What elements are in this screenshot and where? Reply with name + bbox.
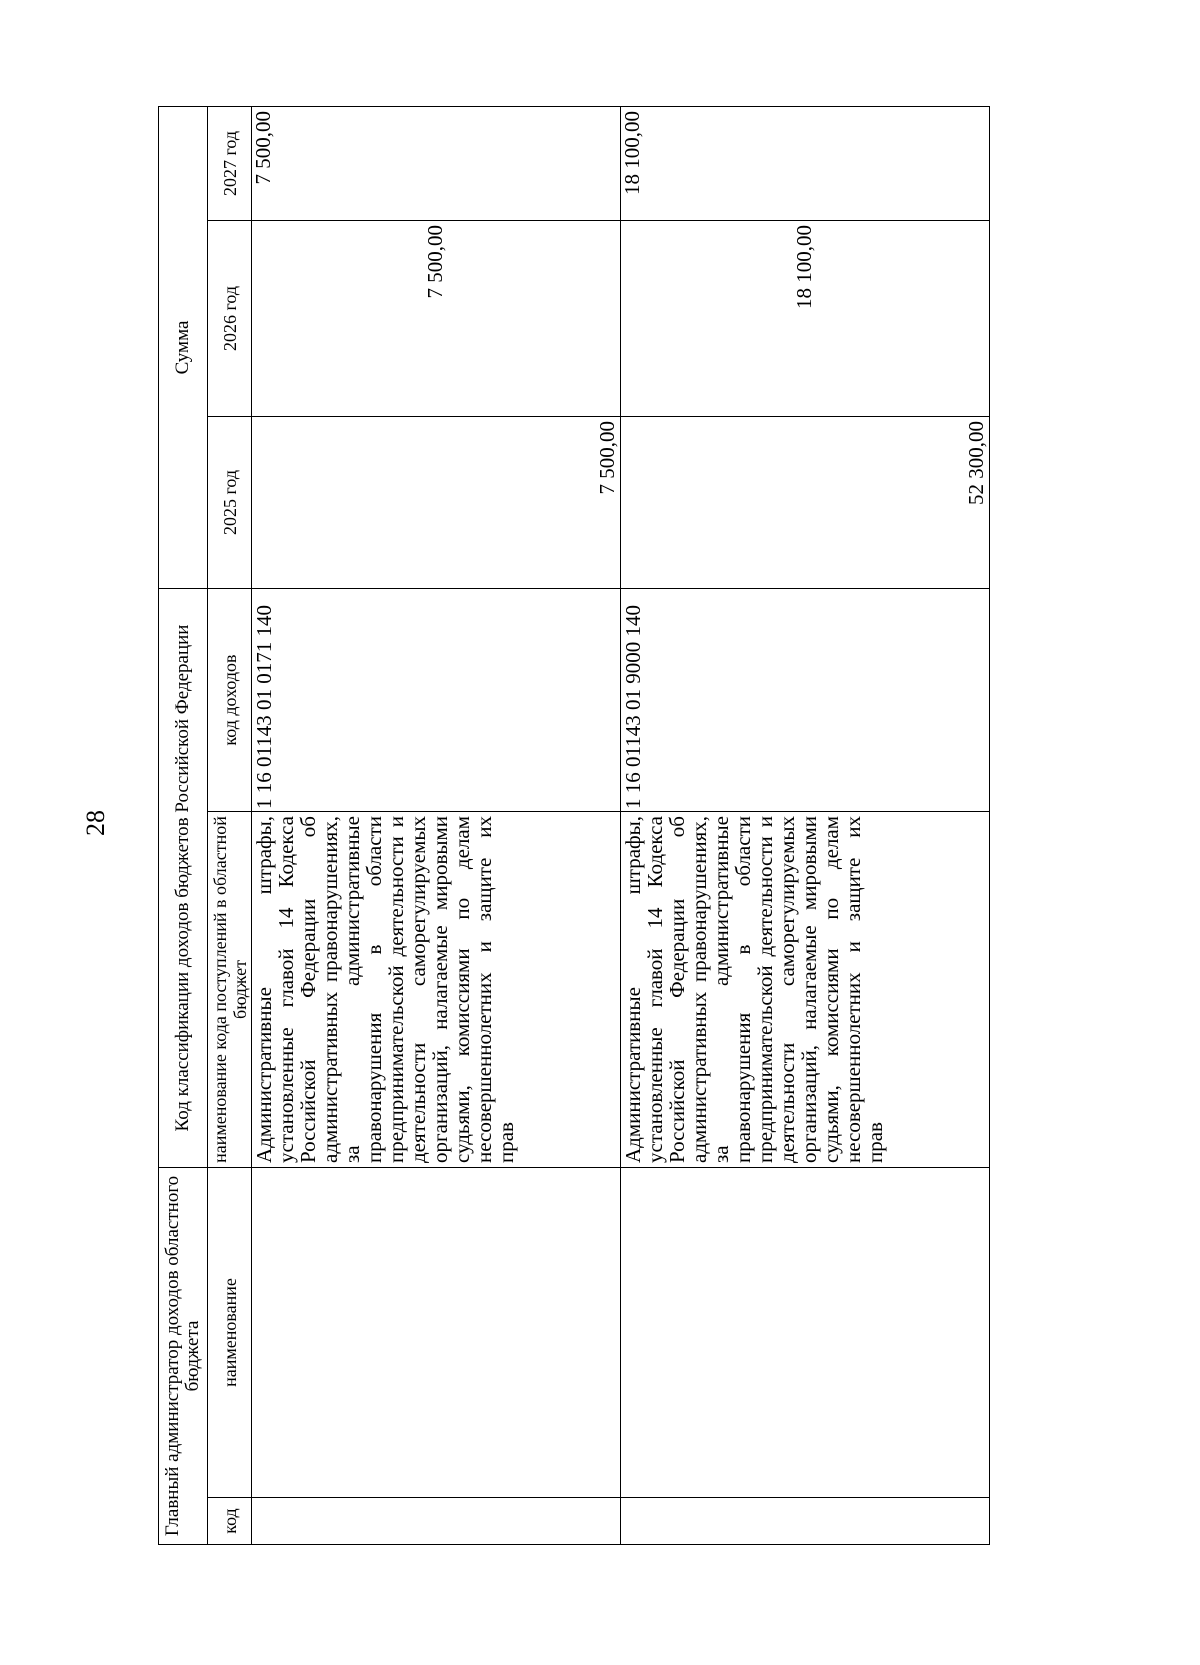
sum-2027-cell: 7 500,00 [252, 106, 621, 220]
sum-2027-cell: 18 100,00 [621, 106, 990, 220]
table-row [621, 106, 990, 1544]
table-row [252, 106, 621, 1544]
rotated-table-container [158, 107, 988, 1545]
column-header-2025: 2025 год [208, 417, 252, 589]
column-header-income-name: наименование кода поступлений в областной бюджет [208, 812, 252, 1168]
row-name-cell [252, 1168, 621, 1498]
sum-2025-cell: 7 500,00 [252, 417, 621, 589]
column-header-2026: 2026 год [208, 221, 252, 417]
column-header-2027: 2027 год [208, 106, 252, 220]
sum-group-header: Сумма [159, 106, 208, 588]
row-code-cell [621, 1498, 990, 1545]
page-number: 28 [81, 810, 110, 836]
sum-2026-cell: 18 100,00 [621, 221, 990, 417]
income-code-cell: 1 16 01143 01 9000 140 [621, 589, 990, 812]
column-header-code: код [208, 1498, 252, 1545]
income-classification-table [158, 106, 990, 1545]
header-row-columns [208, 106, 252, 1544]
row-name-cell [621, 1168, 990, 1498]
sum-2026-cell: 7 500,00 [252, 221, 621, 417]
header-row-groups [159, 106, 208, 1544]
classification-group-header: Код классификации доходов бюджетов Российской Федерации [159, 589, 208, 1168]
income-name-cell: Административные штрафы, установленные главой 14 Кодекса Российской Федерации об административных правонарушениях, за административные правонарушения в области предпринимательской деятельности и деятельности саморегулируемых организаций, налагаемые мировыми судьями, комиссиями по делам несовершеннолетних и защите их прав [252, 812, 621, 1168]
admin-group-header: Главный администратор доходов областного бюджета [159, 1168, 208, 1545]
row-code-cell [252, 1498, 621, 1545]
column-header-income-code: код доходов [208, 589, 252, 812]
column-header-name: наименование [208, 1168, 252, 1498]
sum-2025-cell: 52 300,00 [621, 417, 990, 589]
income-name-cell: Административные штрафы, установленные главой 14 Кодекса Российской Федерации об административных правонарушениях, за административные правонарушения в области предпринимательской деятельности и деятельности саморегулируемых организаций, налагаемые мировыми судьями, комиссиями по делам несовершеннолетних и защите их прав [621, 812, 990, 1168]
income-code-cell: 1 16 01143 01 0171 140 [252, 589, 621, 812]
